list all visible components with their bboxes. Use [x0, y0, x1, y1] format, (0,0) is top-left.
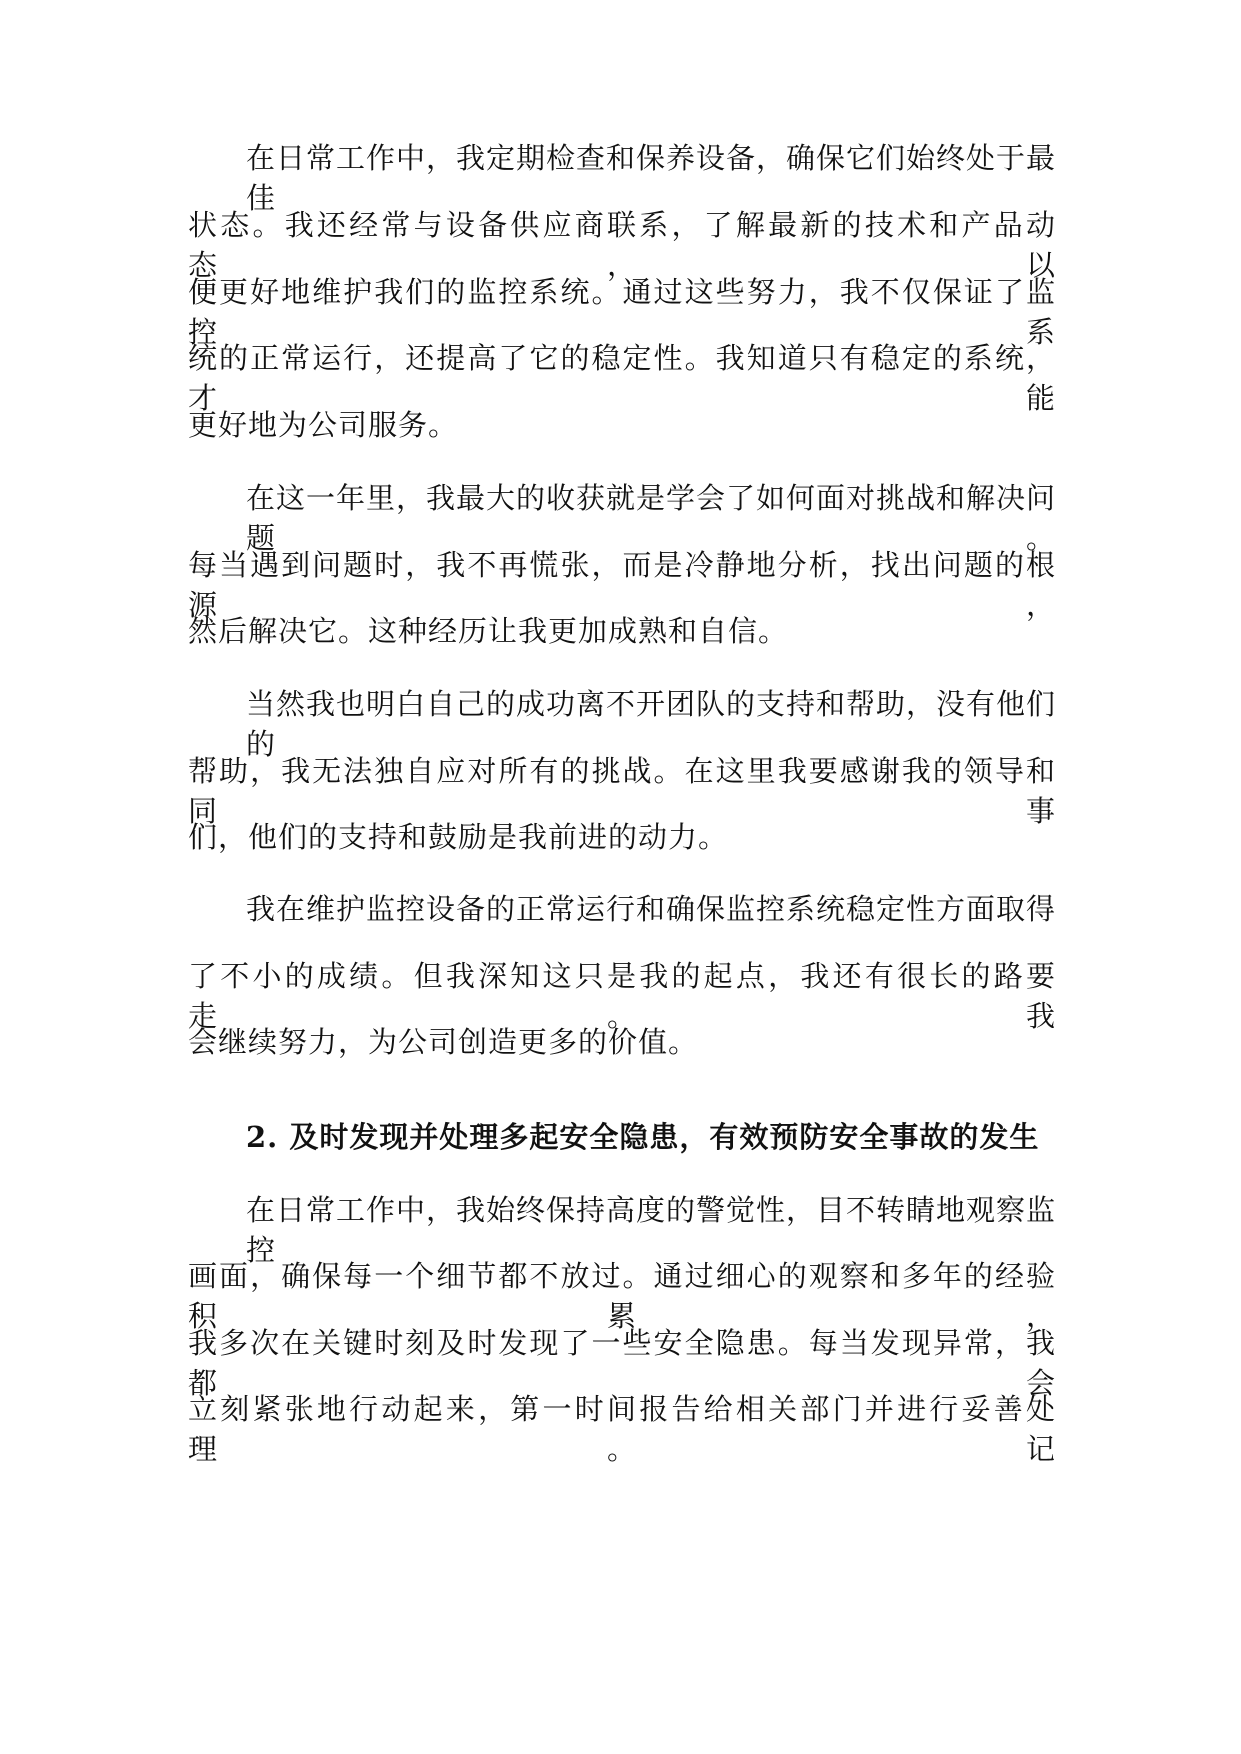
paragraph-line: 状态。我还经常与设备供应商联系，了解最新的技术和产品动态，以 — [188, 208, 1056, 282]
paragraph-line: 每当遇到问题时，我不再慌张，而是冷静地分析，找出问题的根源， — [188, 548, 1056, 622]
paragraph-line: 然后解决它。这种经历让我更加成熟和自信。 — [188, 614, 789, 648]
paragraph-line: 在日常工作中，我定期检查和保养设备，确保它们始终处于最佳 — [246, 141, 1057, 215]
paragraph-line: 统的正常运行，还提高了它的稳定性。我知道只有稳定的系统，才能 — [188, 341, 1056, 415]
paragraph-line: 会继续努力，为公司创造更多的价值。 — [188, 1025, 699, 1059]
paragraph-line: 了不小的成绩。但我深知这只是我的起点，我还有很长的路要走。我 — [188, 959, 1056, 1033]
paragraph-line: 们，他们的支持和鼓励是我前进的动力。 — [188, 820, 729, 854]
paragraph-line: 帮助，我无法独自应对所有的挑战。在这里我要感谢我的领导和同事 — [188, 754, 1056, 828]
paragraph-line: 画面，确保每一个细节都不放过。通过细心的观察和多年的经验积累， — [188, 1259, 1056, 1333]
paragraph-line: 立刻紧张地行动起来，第一时间报告给相关部门并进行妥善处理。记 — [188, 1392, 1056, 1466]
paragraph-line: 在日常工作中，我始终保持高度的警觉性，目不转睛地观察监控 — [246, 1193, 1057, 1267]
paragraph-line: 便更好地维护我们的监控系统。通过这些努力，我不仅保证了监控系 — [188, 275, 1056, 349]
paragraph-line: 我多次在关键时刻及时发现了一些安全隐患。每当发现异常，我都会 — [188, 1326, 1056, 1400]
paragraph-line: 在这一年里，我最大的收获就是学会了如何面对挑战和解决问题。 — [246, 481, 1057, 555]
paragraph-line: 更好地为公司服务。 — [188, 408, 459, 442]
paragraph-line: 我在维护监控设备的正常运行和确保监控系统稳定性方面取得 — [246, 892, 1057, 926]
paragraph-line: 当然我也明白自己的成功离不开团队的支持和帮助，没有他们的 — [246, 687, 1057, 761]
section-heading: 2. 及时发现并处理多起安全隐患，有效预防安全事故的发生 — [246, 1120, 1040, 1154]
